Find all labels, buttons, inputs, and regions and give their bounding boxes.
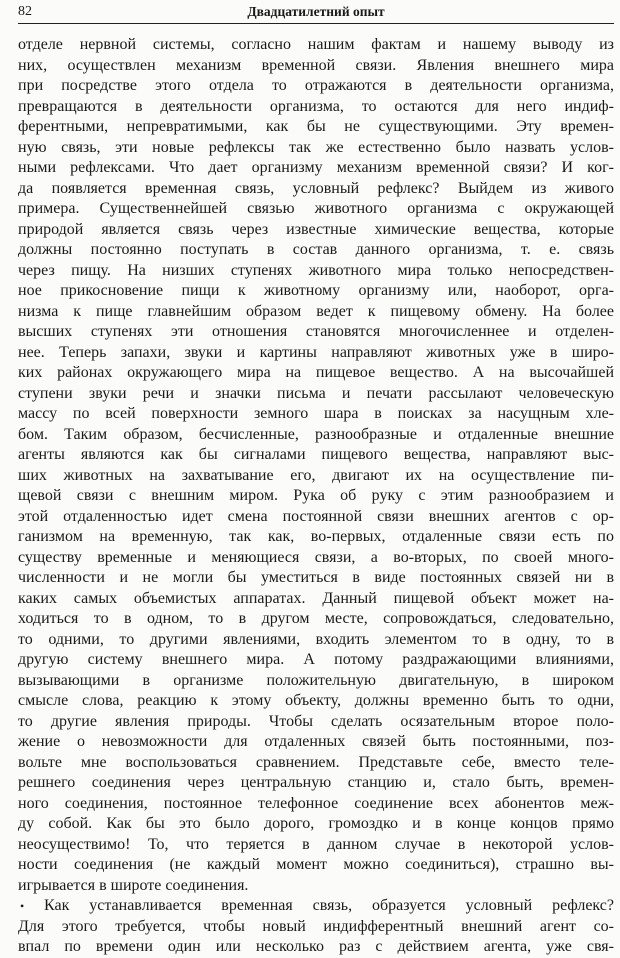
text-line: бом. Таким образом, бесчисленные, разнообразные и отдаленные внешние (18, 425, 614, 443)
text-line: при посредстве этого отдела то отражаются в деятельности организма, (18, 77, 614, 94)
text-line: ности соединения (не каждый момент можно соединиться), страшно вы- (18, 856, 614, 873)
text-line: игрывается в широте соединения. (18, 876, 249, 894)
text-line: агенты являются как бы сигналами пищевого вещества, направляют выс- (18, 446, 614, 463)
text-line: Для этого требуется, чтобы новый индифферентный внешний агент со- (18, 917, 614, 935)
text-line: нее. Теперь запахи, звуки и картины направляют животных уже в широ- (18, 343, 614, 361)
text-line: неосуществимо! То, что теряется в данном случае в некоторой услов- (18, 835, 614, 853)
text-line: вольте мне воспользоваться сравнением. Представьте себе, вместо теле- (18, 753, 614, 771)
text-line: отделе нервной системы, согласно нашим фактам и нашему выводу из (18, 36, 614, 53)
text-line: существу временные и меняющиеся связи, а во-вторых, по своей много- (18, 548, 614, 566)
body-text (18, 35, 614, 958)
text-line: вызывающими в организме положительную двигательную, в широком (18, 671, 614, 689)
text-line: низма к пище главнейшим образом ведет к пищевому обмену. На более (18, 302, 614, 320)
page-number: 82 (18, 4, 32, 19)
text-line: то одними, то другими явлениями, входить элементом то в одну, то в (18, 630, 614, 648)
text-line: примера. Существеннейшей связью животного организма с окружающей (18, 200, 614, 217)
running-title: Двадцатилетний опыт (247, 4, 385, 19)
text-line: ную связь, эти новые рефлексы так же естественно было назвать услов- (18, 138, 614, 156)
text-line: другую систему внешнего мира. А потому раздражающими влияниями, (18, 651, 614, 668)
text-line: ших животных на захватывание его, двигают их на осуществление пи- (18, 466, 614, 484)
text-line: ких районах окружающего мира на пищевое вещество. А на высочайшей (18, 364, 614, 381)
text-line: превращаются в деятельности организма, то остаются для него индиф- (18, 97, 614, 115)
text-line: Как устанавливается временная связь, образуется условный рефлекс? (44, 897, 614, 914)
text-line: высших ступенях эти отношения становятся многочисленнее и отделен- (18, 323, 614, 340)
text-line: смысле слова, реакцию к этому объекту, должны временно быть то одни, (18, 692, 614, 709)
text-line: да появляется временная связь, условный рефлекс? Выйдем из живого (18, 179, 614, 197)
text-line: жение о невозможности для отдаленных связей быть постоянными, поз- (18, 733, 614, 750)
text-line: решнего соединения через центральную станцию и, стало быть, времен- (18, 774, 614, 791)
text-line: щевой связи с внешним миром. Рука об руку с этим разнообразием и (18, 487, 614, 504)
text-line: этой отдаленностью идет смена постоянной связи внешних агентов с ор- (18, 507, 614, 525)
text-line: каких самых объемистых аппаратах. Данный пищевой объект может на- (18, 589, 614, 607)
text-line: ного соединения, постоянное телефонное соединение всех абонентов меж- (18, 794, 614, 812)
text-line: ными рефлексами. Что дает организму механизм временной связи? И ког- (18, 159, 614, 176)
text-line: через пищу. На низших ступенях животного мира только непосредствен- (18, 261, 614, 279)
paragraph-first-line: • Как устанавливается временная связь, образуется условный рефлекс? (20, 897, 614, 914)
text-line: ходиться то в одном, то в другом месте, сопровождаться, следовательно, (18, 610, 614, 627)
page-header (18, 3, 614, 24)
text-line: массу по всей поверхности земного шара в поисках за насущным хле- (18, 405, 614, 422)
text-line: численности и не могли бы уместиться в виде постоянных связей ни в (18, 569, 614, 586)
text-line: них, осуществлен механизм временной связи. Явления внешнего мира (18, 56, 614, 74)
text-line: должны постоянно поступать в состав данного организма, т. е. связь (18, 241, 614, 258)
text-line: ступени звуки речи и значки письма и печати рассылают человеческую (18, 384, 614, 402)
text-line: ганизмом на временную, так как, во-первых, отдаленные связи есть по (18, 528, 614, 545)
text-line: природой является связь через известные химические вещества, которые (18, 220, 614, 238)
text-line: то другие явления природы. Чтобы сделать осязательным второе поло- (18, 712, 614, 730)
text-line: впал по времени один или несколько раз с действием агента, уже свя- (18, 938, 614, 955)
text-line: ферентными, непревратимыми, как бы не существующими. Эту времен- (18, 118, 614, 135)
text-line: ду собой. Как бы это было дорого, громоздко и в конце концов прямо (18, 815, 614, 832)
text-line: ное прикосновение пищи к животному организму или, наоборот, орга- (18, 282, 614, 299)
